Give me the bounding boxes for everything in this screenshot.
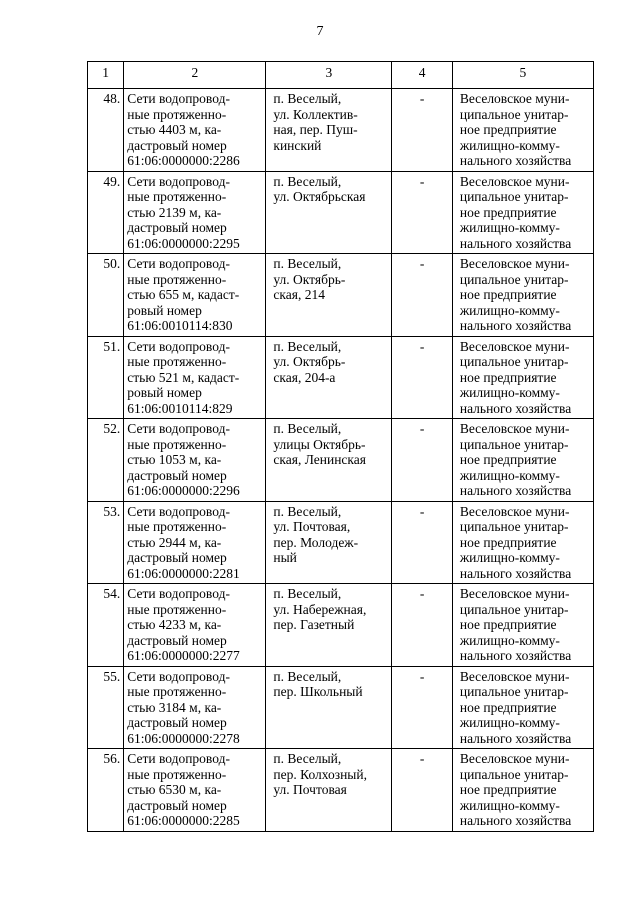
object-description-line: ровый номер <box>127 302 202 318</box>
column-header-3: 3 <box>266 62 392 89</box>
right-holder-line: ципальное унитар- <box>459 271 569 287</box>
object-description-line: дастровый номер <box>127 632 227 648</box>
object-address-line: ская, 204-а <box>273 369 336 385</box>
object-description-line: 61:06:0000000:2296 <box>127 483 240 498</box>
object-description-line: стью 6530 м, ка- <box>127 782 222 797</box>
right-holder-line: ципальное унитар- <box>459 436 569 452</box>
right-holder <box>452 89 593 172</box>
object-description-line: дастровый номер <box>127 550 227 565</box>
table-row <box>88 501 594 584</box>
right-holder-line: ное предприятие <box>459 617 557 632</box>
right-holder-line: нального хозяйства <box>459 235 572 251</box>
right-holder-line: жилищно-комму- <box>459 550 560 565</box>
right-holder <box>452 584 593 667</box>
object-description-line: ные протяженно- <box>127 271 227 287</box>
object-description-line: 61:06:0010114:829 <box>127 400 233 416</box>
column-4-value: - <box>392 336 452 419</box>
right-holder-line: ное предприятие <box>459 287 557 302</box>
object-description-line: дастровый номер <box>127 797 227 813</box>
object-description-line: стью 655 м, кадаст- <box>127 287 240 302</box>
right-holder-line: ное предприятие <box>459 452 557 467</box>
object-description-line: стью 1053 м, ка- <box>127 452 222 467</box>
table-row <box>88 666 594 749</box>
right-holder-line: ное предприятие <box>459 122 557 137</box>
column-4-value: - <box>392 171 452 254</box>
registry-table <box>87 61 594 832</box>
right-holder <box>452 171 593 254</box>
object-description-line: дастровый номер <box>127 137 227 153</box>
object-address-line: ул. Набережная, <box>273 601 367 617</box>
table-row <box>88 254 594 337</box>
object-description <box>124 336 266 419</box>
row-number: 50. <box>88 254 124 337</box>
right-holder-line: Веселовское муни- <box>459 668 570 684</box>
column-4-value: - <box>392 254 452 337</box>
object-address-line: п. Веселый, <box>273 338 342 354</box>
object-address-line: пер. Колхозный, <box>273 766 367 782</box>
object-description-line: ные протяженно- <box>127 354 227 369</box>
object-address-line: ул. Почтовая, <box>273 519 351 534</box>
object-address-line: п. Веселый, <box>273 173 342 189</box>
object-address <box>266 419 392 502</box>
object-description-line: 61:06:0000000:2295 <box>127 235 240 251</box>
object-address-line: п. Веселый, <box>273 668 342 684</box>
object-description-line: стью 4403 м, ка- <box>127 122 222 137</box>
table-row <box>88 584 594 667</box>
object-address-line: улицы Октябрь- <box>273 436 366 452</box>
right-holder-line: нального хозяйства <box>459 153 572 168</box>
object-description-line: 61:06:0000000:2285 <box>127 813 240 828</box>
column-4-value: - <box>392 419 452 502</box>
object-description-line: стью 4233 м, ка- <box>127 617 222 632</box>
object-description-line: Сети водопровод- <box>127 338 230 354</box>
object-description-line: дастровый номер <box>127 467 227 483</box>
object-description-line: 61:06:0000000:2277 <box>127 648 240 663</box>
object-address <box>266 254 392 337</box>
row-number: 54. <box>88 584 124 667</box>
object-description-line: Сети водопровод- <box>127 173 230 189</box>
object-description <box>124 666 266 749</box>
object-description-line: Сети водопровод- <box>127 751 230 766</box>
right-holder-line: ципальное унитар- <box>459 766 569 782</box>
right-holder-line: Веселовское муни- <box>459 503 570 519</box>
object-address-line: ул. Октябрьская <box>273 189 366 204</box>
object-description <box>124 254 266 337</box>
right-holder <box>452 666 593 749</box>
object-description-line: дастровый номер <box>127 220 227 235</box>
object-description-line: стью 3184 м, ка- <box>127 699 222 715</box>
right-holder <box>452 254 593 337</box>
object-description-line: ровый номер <box>127 385 202 400</box>
object-description-line: ные протяженно- <box>127 684 227 699</box>
object-address <box>266 666 392 749</box>
right-holder-line: жилищно-комму- <box>459 467 560 483</box>
right-holder-line: нального хозяйства <box>459 483 572 498</box>
right-holder-line: ное предприятие <box>459 369 557 385</box>
object-description-line: Сети водопровод- <box>127 586 230 601</box>
object-address <box>266 749 392 832</box>
right-holder-line: ципальное унитар- <box>459 601 569 617</box>
right-holder <box>452 336 593 419</box>
row-number: 48. <box>88 89 124 172</box>
object-address <box>266 89 392 172</box>
right-holder-line: ное предприятие <box>459 204 557 220</box>
column-header-2: 2 <box>124 62 266 89</box>
column-4-value: - <box>392 584 452 667</box>
object-description-line: 61:06:0000000:2281 <box>127 565 240 581</box>
right-holder-line: Веселовское муни- <box>459 173 570 189</box>
object-description-line: стью 2944 м, ка- <box>127 534 222 550</box>
right-holder-line: Веселовское муни- <box>459 91 570 106</box>
right-holder-line: Веселовское муни- <box>459 751 570 766</box>
right-holder-line: нального хозяйства <box>459 813 572 828</box>
right-holder-line: жилищно-комму- <box>459 715 560 730</box>
object-description <box>124 419 266 502</box>
object-description <box>124 501 266 584</box>
row-number: 55. <box>88 666 124 749</box>
right-holder-line: ное предприятие <box>459 534 557 550</box>
right-holder-line: ципальное унитар- <box>459 519 569 534</box>
object-description <box>124 584 266 667</box>
column-header-1: 1 <box>88 62 124 89</box>
object-description-line: 61:06:0010114:830 <box>127 318 233 333</box>
column-4-value: - <box>392 501 452 584</box>
object-address-line: ская, 214 <box>273 287 325 302</box>
table-row <box>88 89 594 172</box>
right-holder-line: нального хозяйства <box>459 648 572 663</box>
object-address-line: ул. Коллектив- <box>273 106 358 122</box>
row-number: 51. <box>88 336 124 419</box>
row-number: 49. <box>88 171 124 254</box>
column-4-value: - <box>392 666 452 749</box>
right-holder-line: ное предприятие <box>459 782 557 797</box>
right-holder-line: ципальное унитар- <box>459 684 569 699</box>
table-row <box>88 171 594 254</box>
object-description <box>124 171 266 254</box>
object-description-line: Сети водопровод- <box>127 503 230 519</box>
object-address-line: п. Веселый, <box>273 751 342 766</box>
object-description-line: стью 2139 м, ка- <box>127 204 222 220</box>
object-address-line: п. Веселый, <box>273 586 342 601</box>
row-number: 53. <box>88 501 124 584</box>
right-holder-line: нального хозяйства <box>459 318 572 333</box>
table-row <box>88 419 594 502</box>
object-address-line: ул. Октябрь- <box>273 271 346 287</box>
row-number: 52. <box>88 419 124 502</box>
object-address-line: ул. Почтовая <box>273 782 347 797</box>
object-address-line: ная, пер. Пуш- <box>273 122 358 137</box>
table-row <box>88 336 594 419</box>
object-address-line: п. Веселый, <box>273 256 342 271</box>
right-holder-line: ное предприятие <box>459 699 557 715</box>
object-description-line: ные протяженно- <box>127 106 227 122</box>
right-holder-line: Веселовское муни- <box>459 338 570 354</box>
right-holder-line: жилищно-комму- <box>459 385 560 400</box>
object-address-line: пер. Молодеж- <box>273 534 359 550</box>
object-address-line: п. Веселый, <box>273 91 342 106</box>
right-holder-line: жилищно-комму- <box>459 797 560 813</box>
object-description-line: ные протяженно- <box>127 189 227 204</box>
object-address <box>266 171 392 254</box>
right-holder-line: жилищно-комму- <box>459 220 560 235</box>
row-number: 56. <box>88 749 124 832</box>
object-description-line: Сети водопровод- <box>127 256 230 271</box>
object-description-line: 61:06:0000000:2278 <box>127 730 240 746</box>
object-description-line: Сети водопровод- <box>127 91 230 106</box>
object-description-line: стью 521 м, кадаст- <box>127 369 240 385</box>
column-header-4: 4 <box>392 62 452 89</box>
object-address <box>266 336 392 419</box>
object-address-line: п. Веселый, <box>273 503 342 519</box>
right-holder-line: Веселовское муни- <box>459 586 570 601</box>
right-holder-line: нального хозяйства <box>459 400 572 416</box>
column-4-value: - <box>392 89 452 172</box>
object-description-line: ные протяженно- <box>127 436 227 452</box>
right-holder-line: ципальное унитар- <box>459 189 569 204</box>
column-header-5: 5 <box>452 62 593 89</box>
object-description-line: дастровый номер <box>127 715 227 730</box>
object-description-line: 61:06:0000000:2286 <box>127 153 240 168</box>
right-holder-line: нального хозяйства <box>459 730 572 746</box>
object-address <box>266 501 392 584</box>
object-address-line: пер. Школьный <box>273 684 363 699</box>
object-address <box>266 584 392 667</box>
right-holder <box>452 419 593 502</box>
object-description-line: Сети водопровод- <box>127 421 230 436</box>
right-holder <box>452 749 593 832</box>
object-description <box>124 749 266 832</box>
object-description-line: Сети водопровод- <box>127 668 230 684</box>
right-holder-line: нального хозяйства <box>459 565 572 581</box>
object-description-line: ные протяженно- <box>127 601 227 617</box>
table-row <box>88 749 594 832</box>
object-address-line: ул. Октябрь- <box>273 354 346 369</box>
right-holder-line: жилищно-комму- <box>459 137 560 153</box>
object-address-line: кинский <box>273 137 322 153</box>
object-address-line: п. Веселый, <box>273 421 342 436</box>
right-holder-line: Веселовское муни- <box>459 421 570 436</box>
right-holder-line: жилищно-комму- <box>459 302 560 318</box>
object-description <box>124 89 266 172</box>
right-holder-line: ципальное унитар- <box>459 354 569 369</box>
right-holder-line: Веселовское муни- <box>459 256 570 271</box>
object-address-line: ный <box>273 550 297 565</box>
right-holder <box>452 501 593 584</box>
right-holder-line: жилищно-комму- <box>459 632 560 648</box>
object-address-line: ская, Ленинская <box>273 452 366 467</box>
object-description-line: ные протяженно- <box>127 519 227 534</box>
page-number: 7 <box>316 24 324 39</box>
column-4-value: - <box>392 749 452 832</box>
object-address-line: пер. Газетный <box>273 617 355 632</box>
right-holder-line: ципальное унитар- <box>459 106 569 122</box>
header-row <box>88 62 594 89</box>
object-description-line: ные протяженно- <box>127 766 227 782</box>
